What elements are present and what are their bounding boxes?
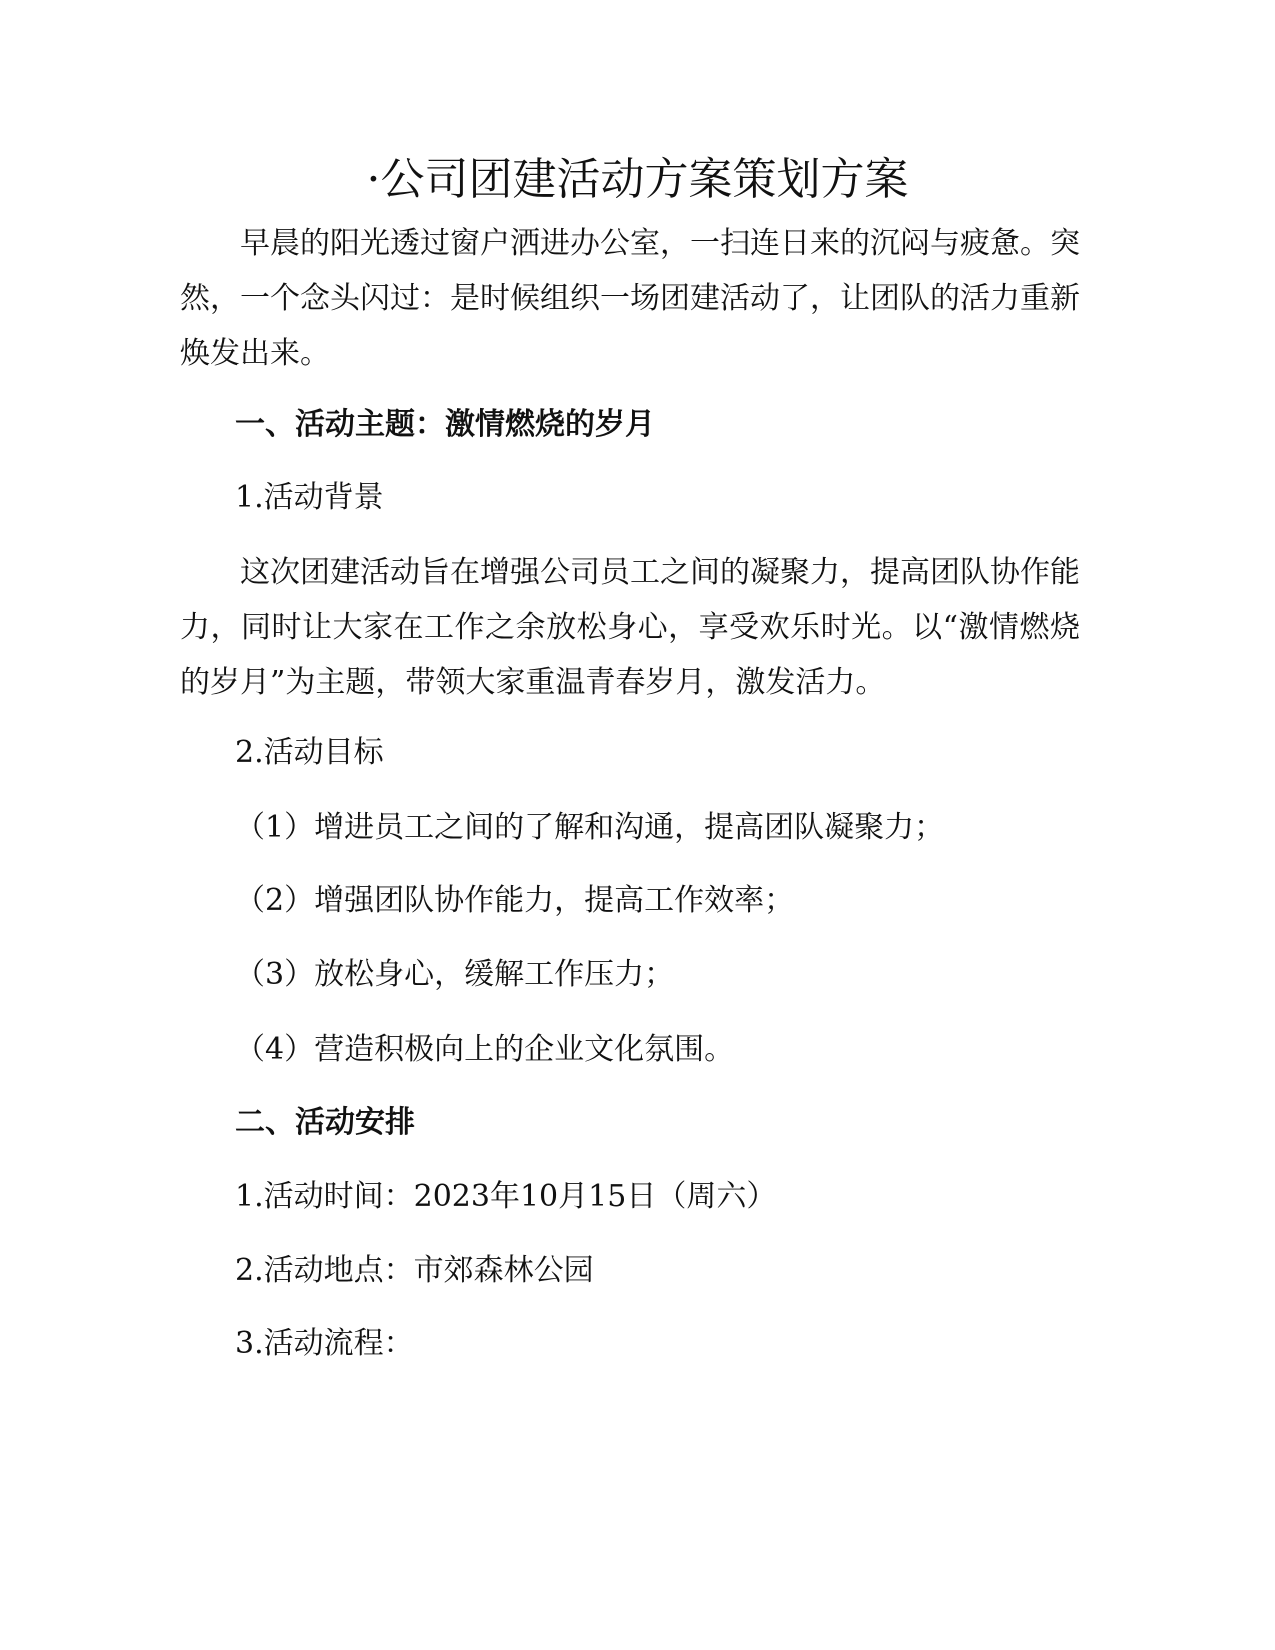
activity-location: 2.活动地点：市郊森林公园 <box>235 1253 594 1288</box>
goal-item: （2）增强团队协作能力，提高工作效率； <box>235 883 795 918</box>
activity-time: 1.活动时间：2023年10月15日（周六） <box>235 1179 777 1214</box>
goal-item: （3）放松身心，缓解工作压力； <box>235 957 675 992</box>
goals-heading: 2.活动目标 <box>235 735 384 770</box>
background-paragraph: 这次团建活动旨在增强公司员工之间的凝聚力，提高团队协作能力，同时让大家在工作之余放松身心，享受欢乐时光。以“激情燃烧的岁月”为主题，带领大家重温青春岁月，激发活力。 <box>180 555 1080 700</box>
background-heading: 1.活动背景 <box>235 480 384 515</box>
activity-process: 3.活动流程： <box>235 1326 414 1361</box>
section1-heading: 一、活动主题：激情燃烧的岁月 <box>235 407 655 442</box>
section2-heading: 二、活动安排 <box>235 1105 415 1140</box>
intro-paragraph: 早晨的阳光透过窗户洒进办公室，一扫连日来的沉闷与疲惫。突然，一个念头闪过：是时候组织一场团建活动了，让团队的活力重新焕发出来。 <box>180 226 1080 371</box>
goal-item: （1）增进员工之间的了解和沟通，提高团队凝聚力； <box>235 810 945 845</box>
document-title: ·公司团建活动方案策划方案 <box>366 154 909 205</box>
goal-item: （4）营造积极向上的企业文化氛围。 <box>235 1032 735 1067</box>
